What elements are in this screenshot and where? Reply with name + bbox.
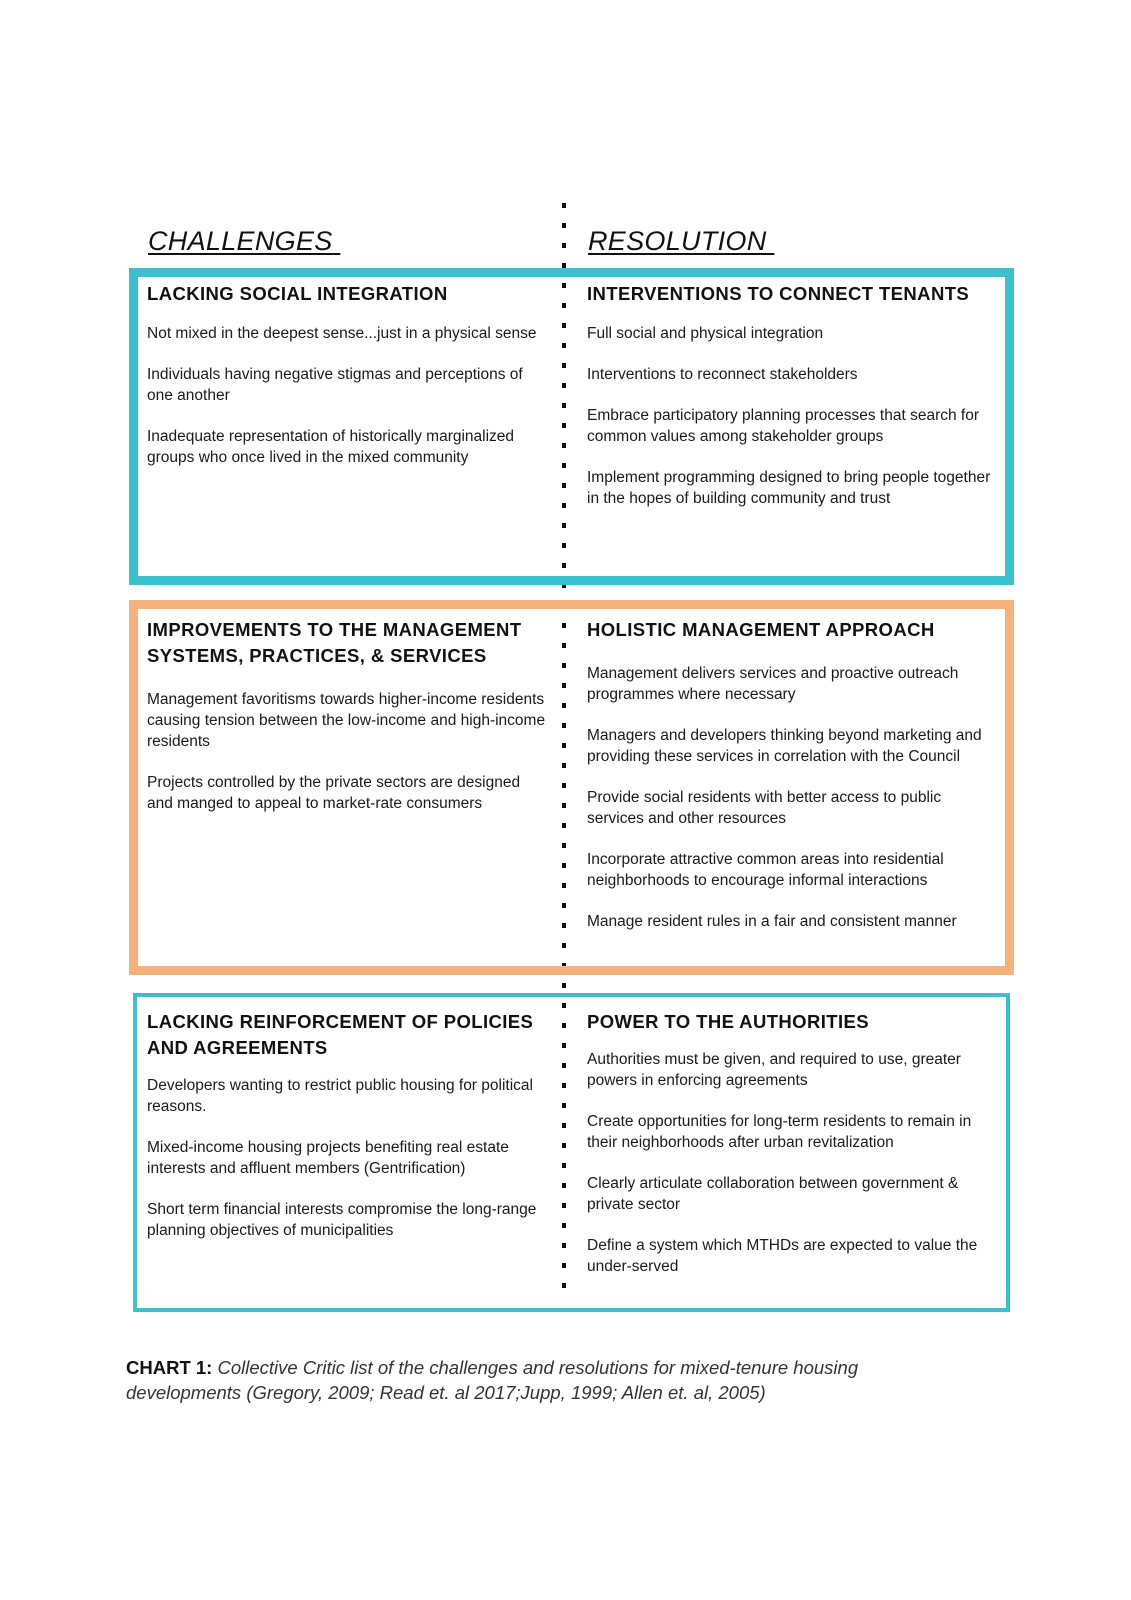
challenge-item: Not mixed in the deepest sense...just in a physical sense xyxy=(147,325,537,342)
challenge-heading: LACKING REINFORCEMENT OF POLICIES AND AGREEMENTS xyxy=(147,1011,534,1058)
resolution-item: Implement programming designed to bring people together in the hopes of building community and trust xyxy=(587,469,991,507)
resolution-column-2 xyxy=(587,617,997,952)
resolution-item: Manage resident rules in a fair and consistent manner xyxy=(587,913,957,930)
resolution-item: Create opportunities for long-term residents to remain in their neighborhoods after urban revitalization xyxy=(587,1113,972,1151)
chart-caption xyxy=(126,1355,956,1405)
resolution-heading: POWER TO THE AUTHORITIES xyxy=(587,1011,869,1032)
challenge-heading: LACKING SOCIAL INTEGRATION xyxy=(147,283,448,304)
resolution-item: Interventions to reconnect stakeholders xyxy=(587,366,858,383)
resolution-item: Full social and physical integration xyxy=(587,325,824,342)
resolution-column-1 xyxy=(587,281,997,529)
resolution-item: Embrace participatory planning processes that search for common values among stakeholder groups xyxy=(587,407,980,445)
resolution-heading: HOLISTIC MANAGEMENT APPROACH xyxy=(587,619,935,640)
challenge-item: Inadequate representation of historically marginalized groups who once lived in the mixed community xyxy=(147,428,515,466)
resolution-item: Managers and developers thinking beyond marketing and providing these services in correlation with the Council xyxy=(587,727,982,765)
challenges-header: CHALLENGES xyxy=(148,226,333,256)
caption-label: CHART 1: xyxy=(126,1357,213,1378)
challenge-item: Projects controlled by the private sectors are designed and manged to appeal to market-rate consumers xyxy=(147,774,521,812)
challenge-item: Short term financial interests compromise the long-range planning objectives of municipalities xyxy=(147,1201,537,1239)
resolution-header: RESOLUTION xyxy=(588,226,767,256)
resolution-item: Define a system which MTHDs are expected to value the under-served xyxy=(587,1237,978,1275)
challenge-column-1 xyxy=(147,281,547,488)
resolution-item: Incorporate attractive common areas into residential neighborhoods to encourage informal interactions xyxy=(587,851,944,889)
challenge-column-3 xyxy=(147,1009,547,1261)
challenge-heading: IMPROVEMENTS TO THE MANAGEMENT SYSTEMS, PRACTICES, & SERVICES xyxy=(147,619,522,666)
challenge-item: Individuals having negative stigmas and perceptions of one another xyxy=(147,366,523,404)
resolution-column-3 xyxy=(587,1009,997,1297)
challenge-column-2 xyxy=(147,617,547,834)
challenge-item: Management favoritisms towards higher-income residents causing tension between the low-income and high-income residents xyxy=(147,691,546,750)
resolution-heading: INTERVENTIONS TO CONNECT TENANTS xyxy=(587,283,970,304)
caption-text: Collective Critic list of the challenges and resolutions for mixed-tenure housing developments (Gregory, 2009; Read et. al 2017;Jupp, 1999; Allen et. al, 2005) xyxy=(126,1357,859,1403)
resolution-item: Management delivers services and proactive outreach programmes where necessary xyxy=(587,665,959,703)
challenge-item: Mixed-income housing projects benefiting real estate interests and affluent members (Gentrification) xyxy=(147,1139,509,1177)
resolution-item: Clearly articulate collaboration between government & private sector xyxy=(587,1175,959,1213)
resolution-item: Provide social residents with better access to public services and other resources xyxy=(587,789,942,827)
resolution-item: Authorities must be given, and required to use, greater powers in enforcing agreements xyxy=(587,1051,961,1089)
challenge-item: Developers wanting to restrict public housing for political reasons. xyxy=(147,1077,533,1115)
